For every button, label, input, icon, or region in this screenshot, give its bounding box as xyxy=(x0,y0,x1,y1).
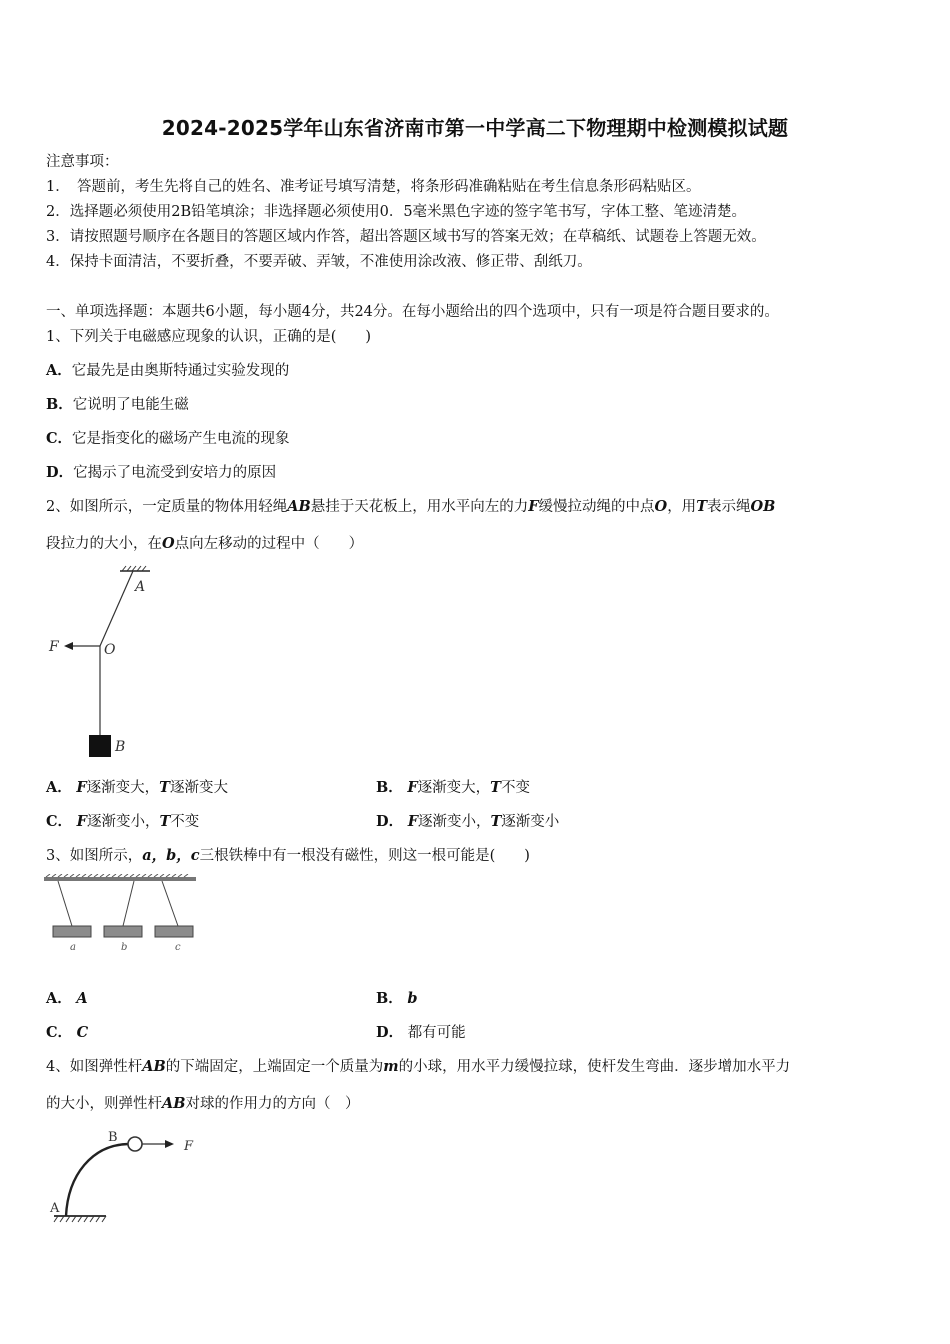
force-arrow-head xyxy=(64,642,73,650)
block-b xyxy=(89,735,111,757)
var: AB xyxy=(142,1058,166,1075)
option-text: 它最先是由奥斯特通过实验发现的 xyxy=(71,363,290,379)
var: O xyxy=(654,498,668,515)
q2-option-a xyxy=(46,779,228,797)
var: AB xyxy=(162,1095,186,1112)
option-key: D． xyxy=(376,813,404,830)
q4-elastic-rod-diagram xyxy=(44,1125,204,1225)
rod-c xyxy=(155,926,193,937)
option-key: A． xyxy=(46,990,72,1007)
option-text: 不变 xyxy=(170,814,200,830)
q1-option-c xyxy=(46,430,290,448)
var: a，b，c xyxy=(142,847,200,864)
var: AB xyxy=(287,498,311,515)
option-text: 逐渐变小， xyxy=(86,814,160,830)
label-b: B xyxy=(115,739,126,755)
text: 缓慢拉动绳的中点 xyxy=(538,499,655,515)
option-text: 它说明了电能生磁 xyxy=(72,397,189,413)
var: F xyxy=(407,813,418,830)
notice-item-2: 2．选择题必须使用2B铅笔填涂；非选择题必须使用0．5毫米黑色字迹的签字笔书写，字体工整、笔迹清楚。 xyxy=(46,204,747,220)
option-key: C． xyxy=(46,813,73,830)
q3-iron-rods-diagram xyxy=(44,874,198,956)
text: 表示绳 xyxy=(706,499,751,515)
option-text: C xyxy=(76,1024,89,1041)
text: 段拉力的大小，在 xyxy=(46,536,162,552)
var: T xyxy=(490,813,502,830)
notice-heading: 注意事项： xyxy=(46,154,119,170)
label-f: F xyxy=(49,639,59,655)
option-key: D． xyxy=(46,464,74,481)
text: 的大小，则弹性杆 xyxy=(46,1096,162,1112)
var: T xyxy=(696,498,707,515)
ceiling-hatch xyxy=(46,874,188,877)
text: 的小球，用水平力缓慢拉球，使杆发生弯曲．逐步增加水平力 xyxy=(398,1059,791,1075)
notice-item-3: 3．请按照题号顺序在各题目的答题区域内作答，超出答题区域书写的答案无效；在草稿纸、试题卷上答题无效。 xyxy=(46,229,766,245)
text: 悬挂于天花板上，用水平向左的力 xyxy=(310,499,529,515)
rope-ao xyxy=(100,571,133,646)
option-text: A xyxy=(76,990,88,1007)
option-text: 逐渐变小 xyxy=(501,814,560,830)
var: F xyxy=(528,498,539,515)
text: 的下端固定，上端固定一个质量为 xyxy=(165,1059,384,1075)
q3-option-c xyxy=(46,1024,88,1042)
text: 点向左移动的过程中（ ） xyxy=(174,536,364,552)
string-b xyxy=(123,881,134,926)
label-a: A xyxy=(135,579,146,595)
text: 3、如图所示， xyxy=(46,848,143,864)
var: T xyxy=(490,779,501,796)
q1-option-a xyxy=(46,362,289,380)
q1-stem: 1、下列关于电磁感应现象的认识，正确的是( ) xyxy=(46,329,372,345)
var: T xyxy=(159,813,171,830)
option-text: 逐渐变大 xyxy=(169,780,228,796)
label-o: O xyxy=(104,642,116,658)
text: 对球的作用力的方向（ ） xyxy=(185,1096,360,1112)
option-key: B． xyxy=(376,990,403,1007)
text: 2、如图所示，一定质量的物体用轻绳 xyxy=(46,499,288,515)
var: OB xyxy=(750,498,776,515)
rod-b xyxy=(104,926,142,937)
q3-option-d xyxy=(376,1024,466,1042)
string-c xyxy=(162,881,178,926)
notice-item-1: 1． 答题前，考生先将自己的姓名、准考证号填写清楚，将条形码准确粘贴在考生信息条形码粘贴区。 xyxy=(46,179,701,195)
label-a: a xyxy=(70,942,76,953)
label-b: B xyxy=(108,1130,118,1145)
option-text: 逐渐变大， xyxy=(417,780,491,796)
q4-stem-line1 xyxy=(46,1058,790,1076)
option-key: C． xyxy=(46,1024,73,1041)
option-key: C． xyxy=(46,430,73,447)
option-text: 都有可能 xyxy=(407,1025,466,1041)
ball xyxy=(128,1137,142,1151)
text: 三根铁棒中有一根没有磁性，则这一根可能是( ) xyxy=(199,848,530,864)
option-text: 不变 xyxy=(500,780,530,796)
q2-rope-diagram xyxy=(40,565,150,760)
label-b: b xyxy=(121,942,128,953)
label-a: A xyxy=(50,1201,60,1216)
var: F xyxy=(76,779,87,796)
q3-option-b xyxy=(376,990,418,1008)
q4-stem-line2 xyxy=(46,1095,360,1113)
text: ，用 xyxy=(667,499,697,515)
q3-option-a xyxy=(46,990,88,1008)
var: O xyxy=(162,535,175,552)
q1-option-d xyxy=(46,464,276,482)
var: F xyxy=(407,779,418,796)
q2-option-d xyxy=(376,813,559,831)
ground-hatch xyxy=(54,1216,106,1222)
elastic-rod xyxy=(66,1144,128,1216)
label-c: c xyxy=(175,942,181,953)
option-key: B． xyxy=(46,396,73,413)
option-key: B． xyxy=(376,779,403,796)
notice-item-4: 4．保持卡面清洁，不要折叠，不要弄破、弄皱，不准使用涂改液、修正带、刮纸刀。 xyxy=(46,254,592,270)
force-arrow-head xyxy=(165,1140,174,1148)
q2-stem-line1 xyxy=(46,498,775,516)
page-title: 2024-2025学年山东省济南市第一中学高二下物理期中检测模拟试题 xyxy=(161,116,789,140)
var: m xyxy=(383,1058,399,1075)
q3-stem xyxy=(46,847,530,865)
string-a xyxy=(58,881,72,926)
q1-option-b xyxy=(46,396,189,414)
q2-option-b xyxy=(376,779,530,797)
ceiling-bar xyxy=(44,877,196,881)
option-key: D． xyxy=(376,1024,404,1041)
option-key: A． xyxy=(46,362,72,379)
section-heading: 一、单项选择题：本题共6小题，每小题4分，共24分。在每小题给出的四个选项中，只有一项是符合题目要求的。 xyxy=(46,304,779,320)
rod-a xyxy=(53,926,91,937)
var: T xyxy=(159,779,170,796)
option-text: 它揭示了电流受到安培力的原因 xyxy=(73,465,277,481)
text: 4、如图弹性杆 xyxy=(46,1059,143,1075)
q2-option-c xyxy=(46,813,199,831)
option-text: 逐渐变大， xyxy=(86,780,160,796)
option-text: 逐渐变小， xyxy=(417,814,491,830)
option-text: b xyxy=(407,990,418,1007)
label-f: F xyxy=(184,1139,194,1154)
var: F xyxy=(76,813,87,830)
option-text: 它是指变化的磁场产生电流的现象 xyxy=(72,431,290,447)
q2-stem-line2 xyxy=(46,535,363,553)
option-key: A． xyxy=(46,779,72,796)
